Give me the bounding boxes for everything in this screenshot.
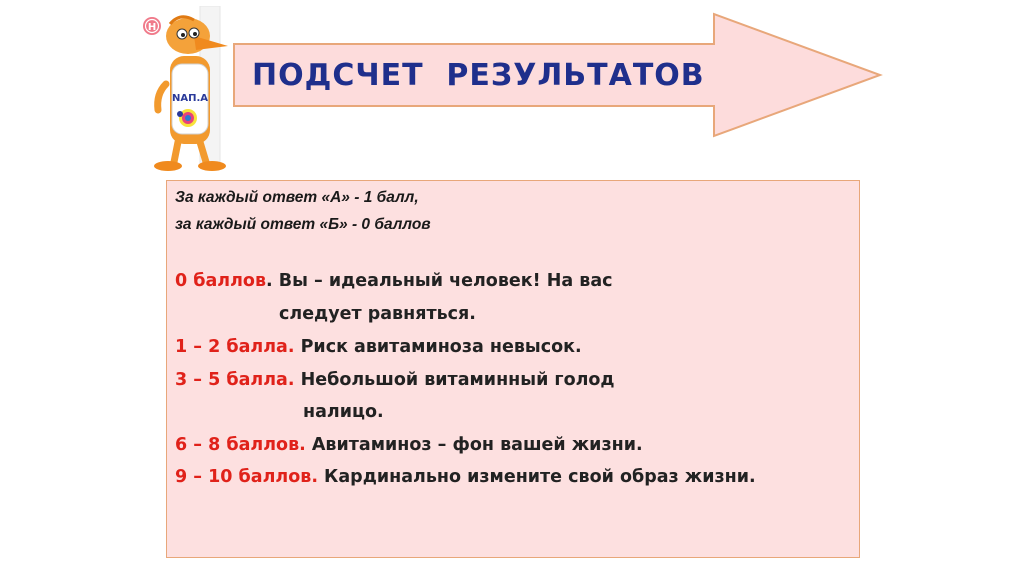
result-text: Риск авитаминоза невысок. <box>294 337 582 357</box>
page-title: ПОДСЧЕТ РЕЗУЛЬТАТОВ <box>252 58 705 93</box>
result-line-3 <box>175 435 643 455</box>
badge-icon <box>143 17 161 35</box>
score-range: 9 – 10 баллов. <box>175 467 318 487</box>
mascot-illustration <box>136 6 232 174</box>
result-continuation-2: налицо. <box>303 402 384 422</box>
result-line-0 <box>175 271 613 291</box>
shirt-text: NAП.А <box>171 93 209 104</box>
results-panel <box>166 180 860 558</box>
score-range: 0 баллов <box>175 271 267 291</box>
score-range: 6 – 8 баллов. <box>175 435 306 455</box>
result-line-2 <box>175 370 615 390</box>
score-range: 3 – 5 балла. <box>175 370 295 390</box>
result-continuation-0: следует равняться. <box>279 304 476 324</box>
result-text: . Вы – идеальный человек! На вас <box>266 271 613 291</box>
result-text: Небольшой витаминный голод <box>294 370 615 390</box>
score-range: 1 – 2 балла. <box>175 337 295 357</box>
rule-answer-a: За каждый ответ «А» - 1 балл, <box>175 189 419 206</box>
rule-answer-b: за каждый ответ «Б» - 0 баллов <box>175 216 431 233</box>
badge-letter: Н <box>147 22 157 33</box>
result-text: Авитаминоз – фон вашей жизни. <box>305 435 643 455</box>
result-line-4 <box>175 467 756 487</box>
result-text: Кардинально измените свой образ жизни. <box>317 467 756 487</box>
result-line-1 <box>175 337 582 357</box>
